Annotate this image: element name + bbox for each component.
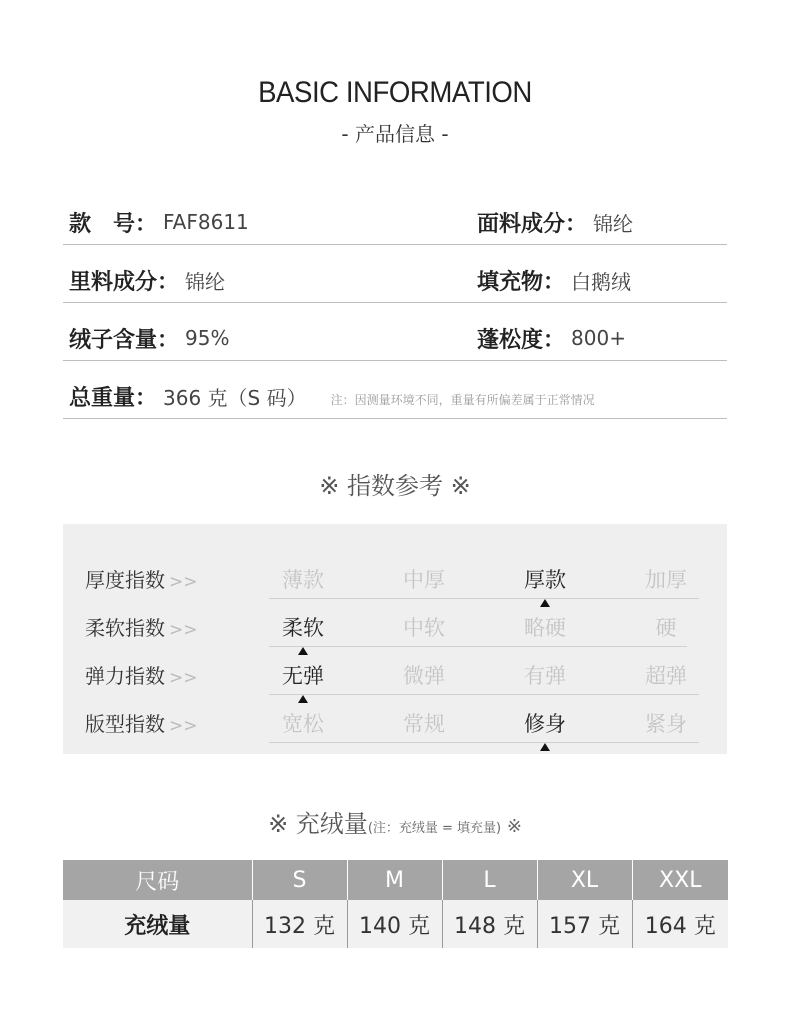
index-option: 中软 bbox=[403, 616, 445, 640]
index-option: 微弹 bbox=[403, 664, 445, 688]
table-header-cell: XXL bbox=[632, 860, 728, 900]
index-option-selected bbox=[505, 708, 585, 738]
info-value: 366 克（S 码） bbox=[163, 385, 307, 410]
index-label bbox=[85, 612, 198, 641]
index-line bbox=[269, 646, 687, 647]
index-label bbox=[85, 708, 198, 737]
index-option: 紧身 bbox=[645, 712, 687, 736]
index-arrow: >> bbox=[169, 668, 198, 688]
page-subtitle: - 产品信息 - bbox=[341, 122, 449, 146]
index-row-elasticity bbox=[63, 648, 727, 696]
info-fill-power bbox=[471, 316, 727, 361]
index-row-softness bbox=[63, 600, 727, 648]
fill-title-note: (注：充绒量 = 填充量) bbox=[367, 821, 502, 836]
fill-title-end: ※ bbox=[501, 816, 522, 837]
index-option: 薄款 bbox=[282, 568, 324, 592]
table-header-cell: M bbox=[347, 860, 442, 900]
index-label-text: 柔软指数 bbox=[85, 616, 165, 640]
info-value: 锦纶 bbox=[593, 211, 634, 236]
index-option: 加厚 bbox=[645, 568, 687, 592]
info-value: 锦纶 bbox=[185, 269, 226, 294]
index-option-selected bbox=[505, 564, 585, 594]
index-row-thickness bbox=[63, 552, 727, 600]
table-cell: 157 克 bbox=[537, 900, 632, 948]
info-label: 填充物： bbox=[477, 269, 566, 295]
index-label bbox=[85, 564, 198, 593]
index-option: 硬 bbox=[655, 616, 677, 640]
index-label bbox=[85, 660, 198, 689]
index-arrow: >> bbox=[169, 620, 198, 640]
info-total-weight bbox=[63, 374, 727, 419]
index-line bbox=[269, 742, 699, 743]
index-label-text: 版型指数 bbox=[85, 712, 165, 736]
fill-title-main: ※ 充绒量 bbox=[268, 810, 368, 838]
selected-marker-icon bbox=[540, 743, 550, 751]
info-lining bbox=[63, 258, 471, 303]
index-section-title: ※ 指数参考 ※ bbox=[319, 472, 471, 500]
info-value: 白鹅绒 bbox=[571, 269, 632, 294]
info-note: 注：因测量环境不同，重量有所偏差属于正常情况 bbox=[330, 392, 595, 407]
info-filling bbox=[471, 258, 727, 303]
index-option: 超弹 bbox=[645, 664, 687, 688]
info-label: 蓬松度： bbox=[477, 327, 566, 353]
table-header-cell: L bbox=[442, 860, 537, 900]
fill-table bbox=[63, 860, 728, 948]
index-option: 中厚 bbox=[403, 568, 445, 592]
index-line bbox=[269, 694, 699, 695]
index-row-fit bbox=[63, 696, 727, 744]
index-option-text: 无弹 bbox=[282, 664, 324, 688]
info-down-content bbox=[63, 316, 471, 361]
index-label-text: 厚度指数 bbox=[85, 568, 165, 592]
table-cell: 132 克 bbox=[252, 900, 347, 948]
info-fabric bbox=[471, 200, 727, 245]
index-panel bbox=[63, 524, 727, 754]
index-option-text: 修身 bbox=[524, 712, 566, 736]
table-cell: 164 克 bbox=[632, 900, 728, 948]
info-label: 款 号： bbox=[69, 211, 158, 237]
info-value: FAF8611 bbox=[163, 210, 249, 234]
index-label-text: 弹力指数 bbox=[85, 664, 165, 688]
info-label: 总重量： bbox=[69, 385, 158, 411]
page-title: BASIC INFORMATION bbox=[258, 76, 532, 109]
index-arrow: >> bbox=[169, 572, 198, 592]
info-label: 面料成分： bbox=[477, 211, 588, 237]
table-cell: 148 克 bbox=[442, 900, 537, 948]
fill-section-title bbox=[0, 804, 790, 839]
table-header-cell: 尺码 bbox=[63, 860, 252, 900]
info-label: 绒子含量： bbox=[69, 327, 180, 353]
index-option: 有弹 bbox=[524, 664, 566, 688]
table-cell: 充绒量 bbox=[63, 900, 252, 948]
index-option-selected bbox=[263, 612, 343, 642]
table-header-row bbox=[63, 860, 728, 900]
index-option: 常规 bbox=[403, 712, 445, 736]
index-arrow: >> bbox=[169, 716, 198, 736]
index-option-text: 柔软 bbox=[282, 616, 324, 640]
table-cell: 140 克 bbox=[347, 900, 442, 948]
table-header-cell: XL bbox=[537, 860, 632, 900]
index-option: 宽松 bbox=[282, 712, 324, 736]
index-option: 略硬 bbox=[524, 616, 566, 640]
info-style-no bbox=[63, 200, 471, 245]
index-option-text: 厚款 bbox=[524, 568, 566, 592]
table-header-cell: S bbox=[252, 860, 347, 900]
index-option-selected bbox=[263, 660, 343, 690]
info-value: 95% bbox=[185, 326, 230, 350]
info-value: 800+ bbox=[571, 326, 626, 350]
table-row bbox=[63, 900, 728, 948]
index-line bbox=[269, 598, 699, 599]
info-label: 里料成分： bbox=[69, 269, 180, 295]
